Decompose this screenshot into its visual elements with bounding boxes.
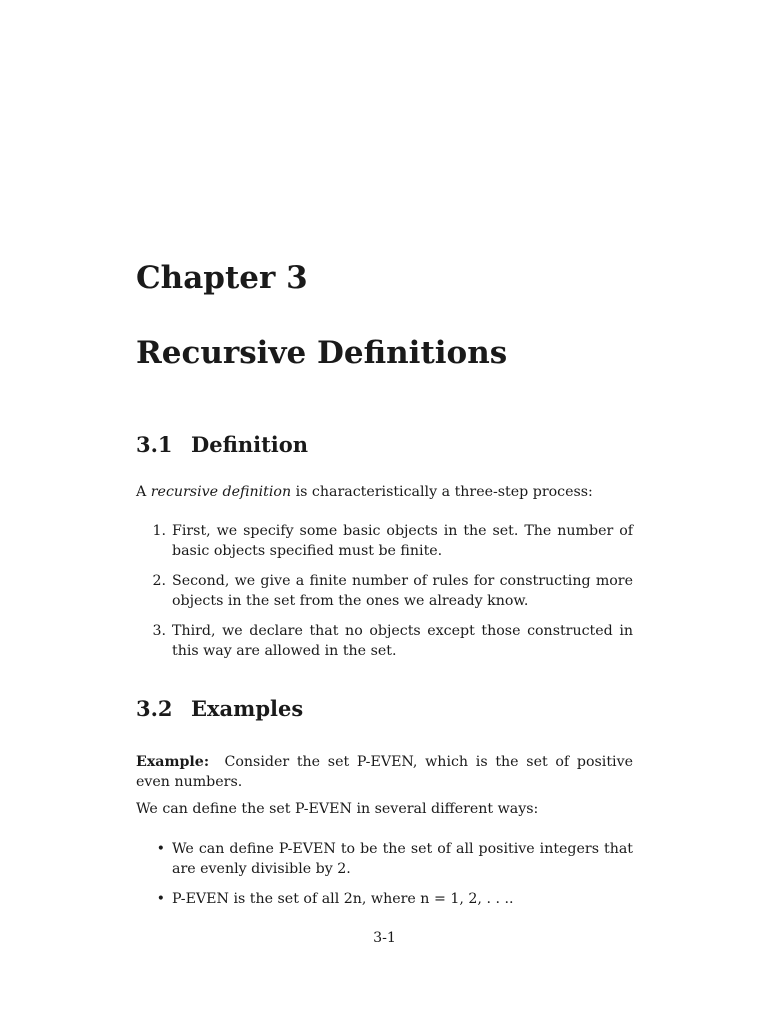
list-item-text: Third, we declare that no objects except those constructed in this way are allowed in the set. bbox=[172, 623, 633, 659]
intro-suffix: is characteristically a three-step process: bbox=[291, 484, 593, 500]
section-number: 3.2 bbox=[136, 696, 173, 721]
intro-prefix: A bbox=[136, 484, 151, 500]
page-number: 3-1 bbox=[373, 930, 396, 946]
example-text: Consider the set P-EVEN, which is the set of positive even numbers. bbox=[136, 754, 638, 790]
chapter-label: Chapter 3 bbox=[136, 260, 308, 296]
definition-steps-list bbox=[136, 521, 633, 671]
list-marker: 1. bbox=[152, 523, 166, 539]
list-marker: 3. bbox=[152, 623, 166, 639]
section-title: Definition bbox=[191, 432, 309, 457]
section-heading-definition bbox=[136, 431, 308, 459]
list-item bbox=[136, 621, 633, 661]
example-label: Example: bbox=[136, 754, 210, 770]
chapter-title: Recursive Definitions bbox=[136, 335, 508, 371]
bullet-icon: • bbox=[156, 891, 165, 907]
example-paragraph bbox=[136, 752, 638, 792]
list-item bbox=[136, 521, 633, 561]
definition-intro bbox=[136, 482, 633, 502]
list-item bbox=[136, 839, 633, 879]
section-heading-examples bbox=[136, 695, 303, 723]
document-page bbox=[136, 0, 638, 1024]
list-item-text: We can define P-EVEN to be the set of all positive integers that are evenly divisible by 2. bbox=[172, 841, 633, 877]
list-item-text: First, we specify some basic objects in the set. The number of basic objects specified must be finite. bbox=[172, 523, 633, 559]
list-item bbox=[136, 571, 633, 611]
list-item bbox=[136, 889, 633, 909]
examples-bullet-list bbox=[136, 839, 633, 919]
bullet-icon: • bbox=[156, 841, 165, 857]
ways-paragraph: We can define the set P-EVEN in several different ways: bbox=[136, 801, 539, 817]
list-marker: 2. bbox=[152, 573, 166, 589]
section-title: Examples bbox=[191, 696, 304, 721]
list-item-text: Second, we give a finite number of rules for constructing more objects in the set from the ones we already know. bbox=[172, 573, 633, 609]
section-number: 3.1 bbox=[136, 432, 173, 457]
intro-term: recursive definition bbox=[150, 484, 292, 500]
list-item-text: P-EVEN is the set of all 2n, where n = 1, 2, . . .. bbox=[172, 891, 514, 907]
